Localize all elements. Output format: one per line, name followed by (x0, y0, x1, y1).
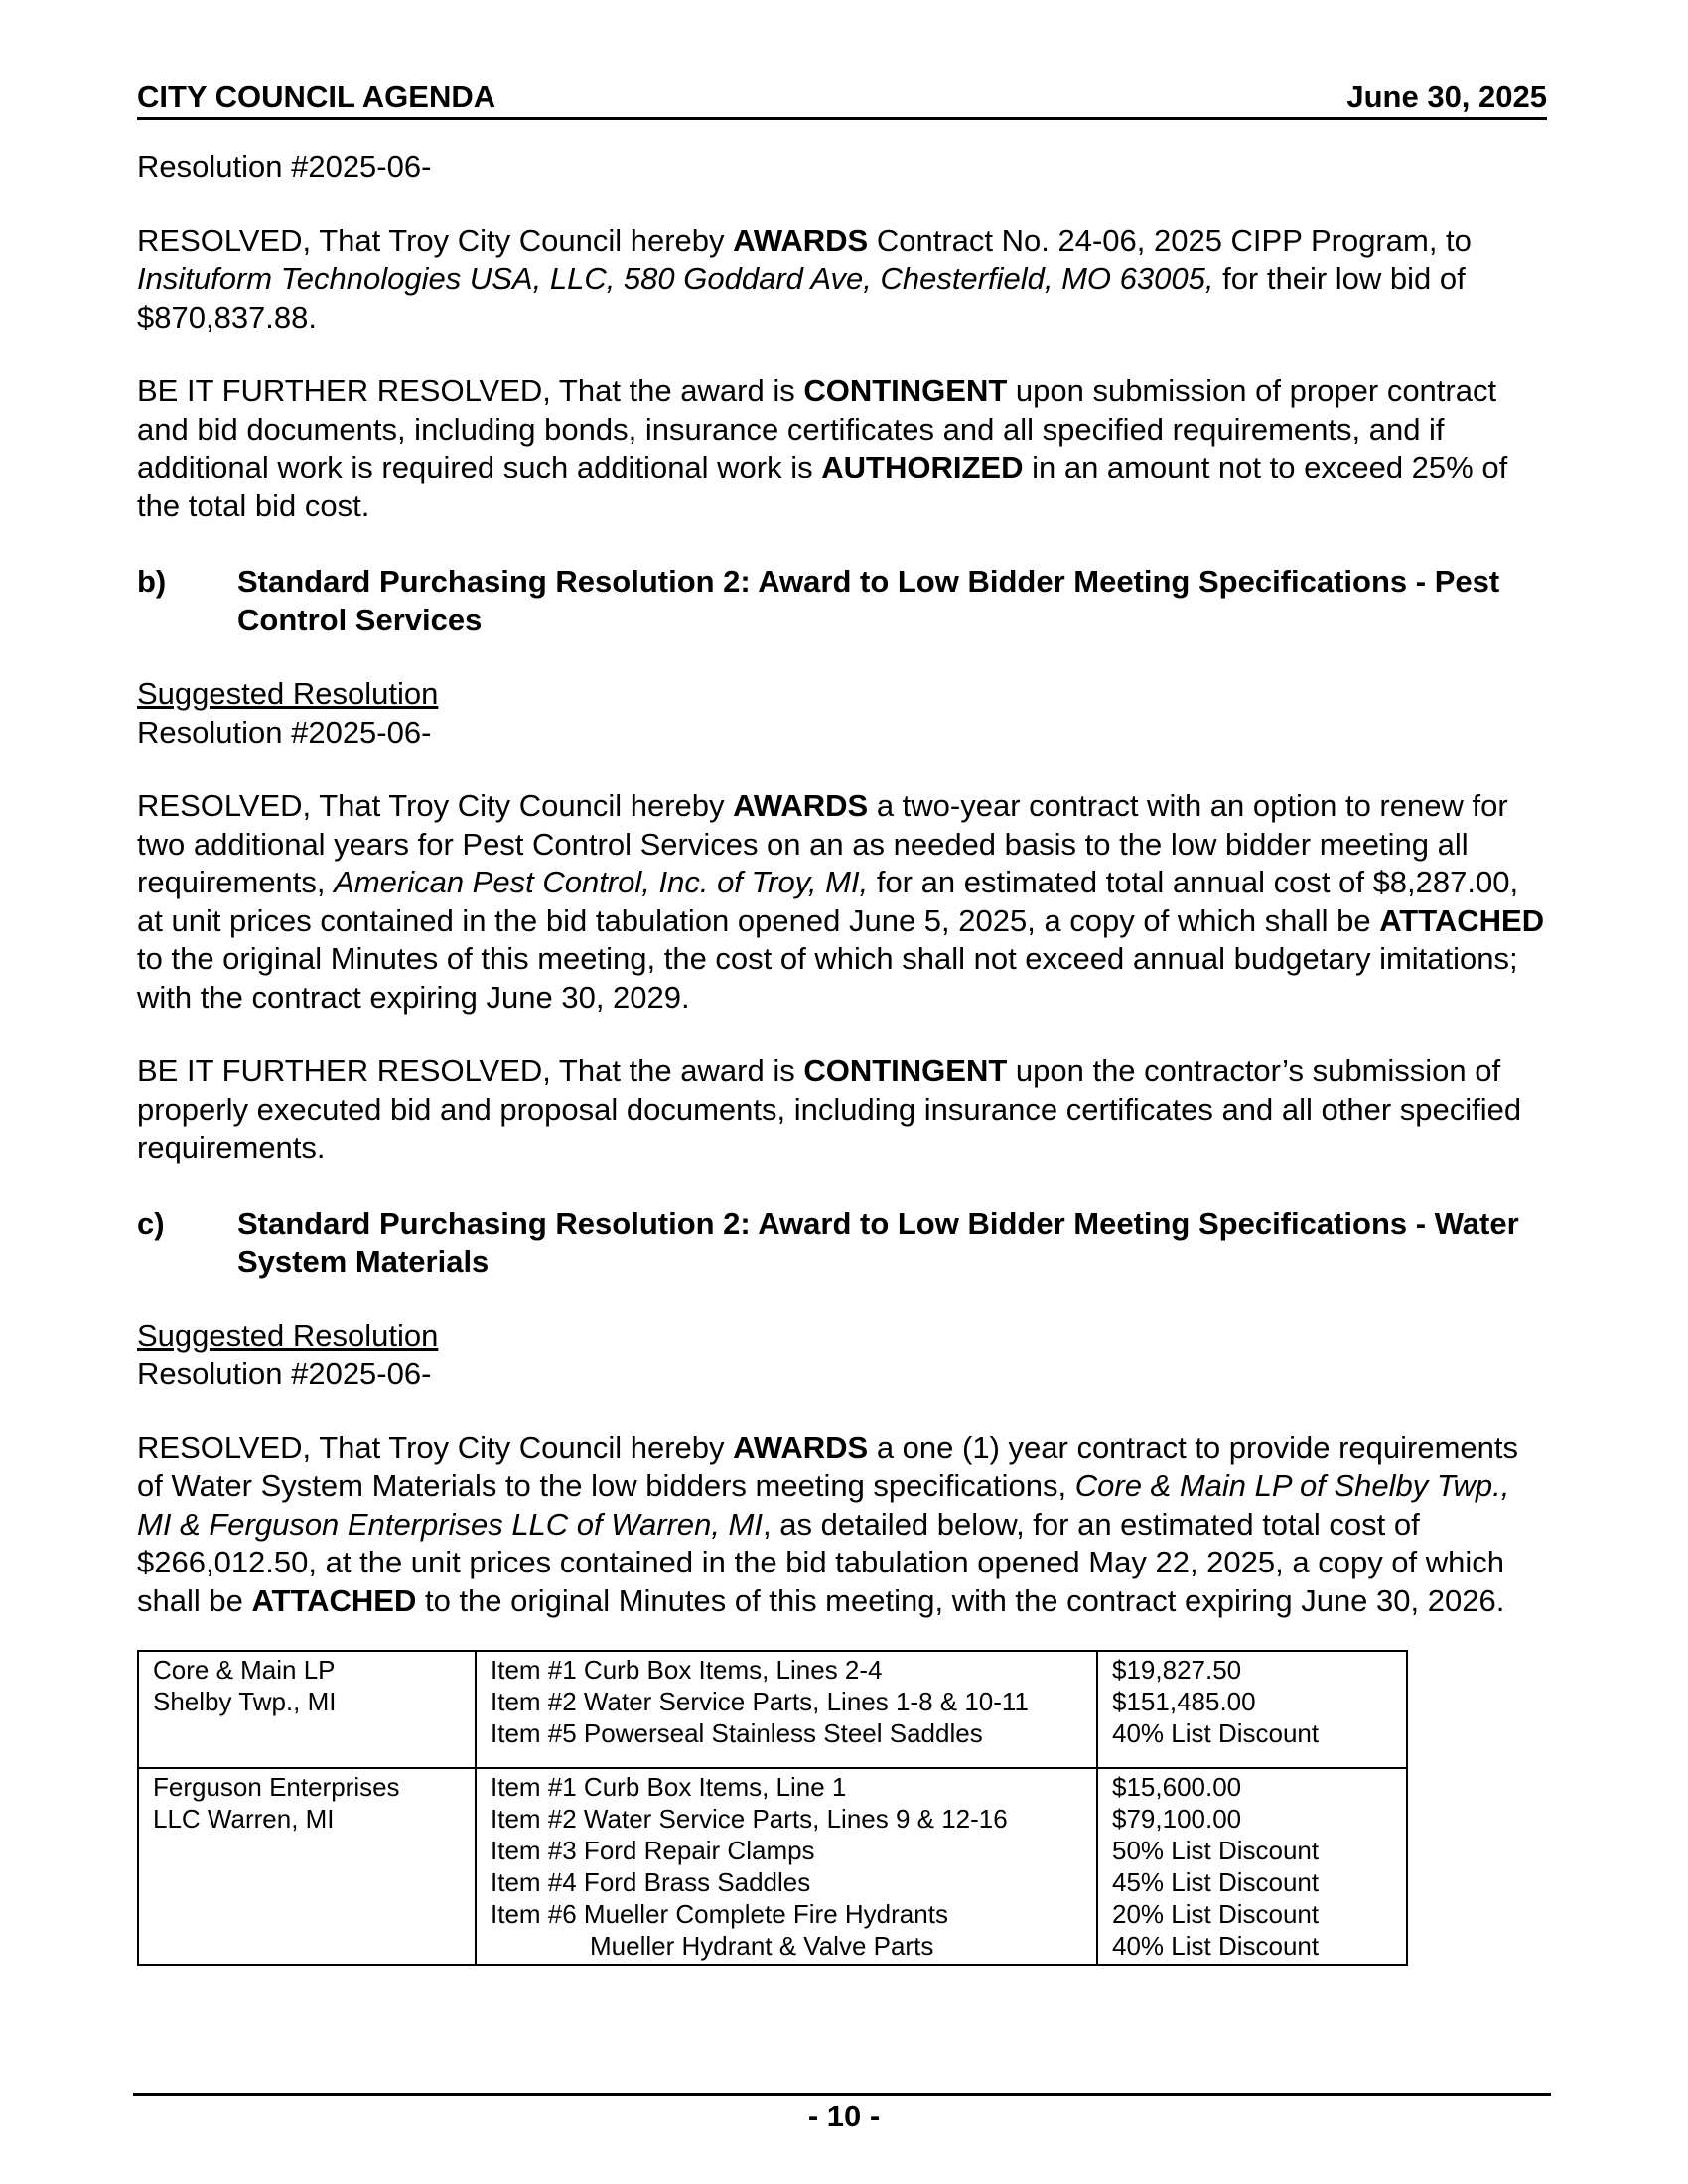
items-cell: Item #1 Curb Box Items, Line 1 Item #2 Water Service Parts, Lines 9 & 12-16 Item #3 Ford Repair Clamps Item #4 Ford Brass Saddles Item #6 Mueller Complete Fire Hydrants Mueller Hydrant & Valve Parts (476, 1768, 1097, 1965)
section-title: Standard Purchasing Resolution 2: Award to Low Bidder Meeting Specifications - Pest Control Services (237, 564, 1500, 637)
section-title: Standard Purchasing Resolution 2: Award to Low Bidder Meeting Specifications - Water System Materials (237, 1205, 1519, 1279)
suggested-resolution-label: Suggested Resolution (137, 1317, 439, 1353)
header-title: CITY COUNCIL AGENDA (137, 79, 496, 114)
resolution-number: Resolution #2025-06- (137, 149, 432, 184)
resolution-text: RESOLVED, That Troy City Council hereby AWARDS Contract No. 24-06, 2025 CIPP Program, to Insituform Technologies USA, LLC, 580 Goddard Ave, Chesterfield, MO 63005, for their low bid of $870,837.88. (137, 222, 1472, 335)
table-row (138, 1651, 1407, 1768)
items-cell: Item #1 Curb Box Items, Lines 2-4 Item #2 Water Service Parts, Lines 1-8 & 10-11 Item #5 Powerseal Stainless Steel Saddles (476, 1651, 1097, 1768)
header-date: June 30, 2025 (1346, 79, 1547, 114)
agenda-page (137, 79, 1547, 1966)
further-resolved-text: BE IT FURTHER RESOLVED, That the award is CONTINGENT upon the contractor’s submission of properly executed bid and proposal documents, including insurance certificates and all other specified requirements. (137, 1053, 1522, 1164)
resolution-text: RESOLVED, That Troy City Council hereby AWARDS a two-year contract with an option to renew for two additional years for Pest Control Services on an as needed basis to the low bidder meeting all requirements, American Pest Control, Inc. of Troy, MI, for an estimated total annual cost of $8,287.00, at unit prices contained in the bid tabulation opened June 5, 2025, a copy of which shall be ATTACHED to the original Minutes of this meeting, the cost of which shall not exceed annual budgetary imitations; with the contract expiring June 30, 2029. (137, 788, 1545, 1015)
section-b-heading (137, 563, 1547, 639)
further-resolved-text: BE IT FURTHER RESOLVED, That the award is CONTINGENT upon submission of proper contract and bid documents, including bonds, insurance certificates and all specified requirements, and if additional work is required such additional work is AUTHORIZED in an amount not to exceed 25% of the total bid cost. (137, 373, 1508, 523)
footer-divider (133, 2093, 1551, 2096)
suggested-resolution-label: Suggested Resolution (137, 676, 439, 711)
amounts-cell: $15,600.00 $79,100.00 50% List Discount 45% List Discount 20% List Discount 40% List Discount (1097, 1768, 1407, 1965)
section-c-heading (137, 1205, 1547, 1282)
resolution-text: RESOLVED, That Troy City Council hereby AWARDS a one (1) year contract to provide requirements of Water System Materials to the low bidders meeting specifications, Core & Main LP of Shelby Twp., MI & Ferguson Enterprises LLC of Warren, MI, as detailed below, for an estimated total cost of $266,012.50, at the unit prices contained in the bid tabulation opened May 22, 2025, a copy of which shall be ATTACHED to the original Minutes of this meeting, with the contract expiring June 30, 2026. (137, 1430, 1518, 1618)
vendor-cell: Core & Main LP Shelby Twp., MI (138, 1651, 476, 1768)
resolution-number: Resolution #2025-06- (137, 1356, 432, 1391)
amounts-cell: $19,827.50 $151,485.00 40% List Discount (1097, 1651, 1407, 1768)
vendor-cell: Ferguson Enterprises LLC Warren, MI (138, 1768, 476, 1965)
section-label: b) (137, 564, 167, 599)
resolution-number: Resolution #2025-06- (137, 714, 432, 750)
page-number: - 10 - (807, 2099, 881, 2133)
page-header (137, 79, 1547, 120)
award-table (137, 1650, 1408, 1966)
section-label: c) (137, 1205, 165, 1241)
table-row (138, 1768, 1407, 1965)
